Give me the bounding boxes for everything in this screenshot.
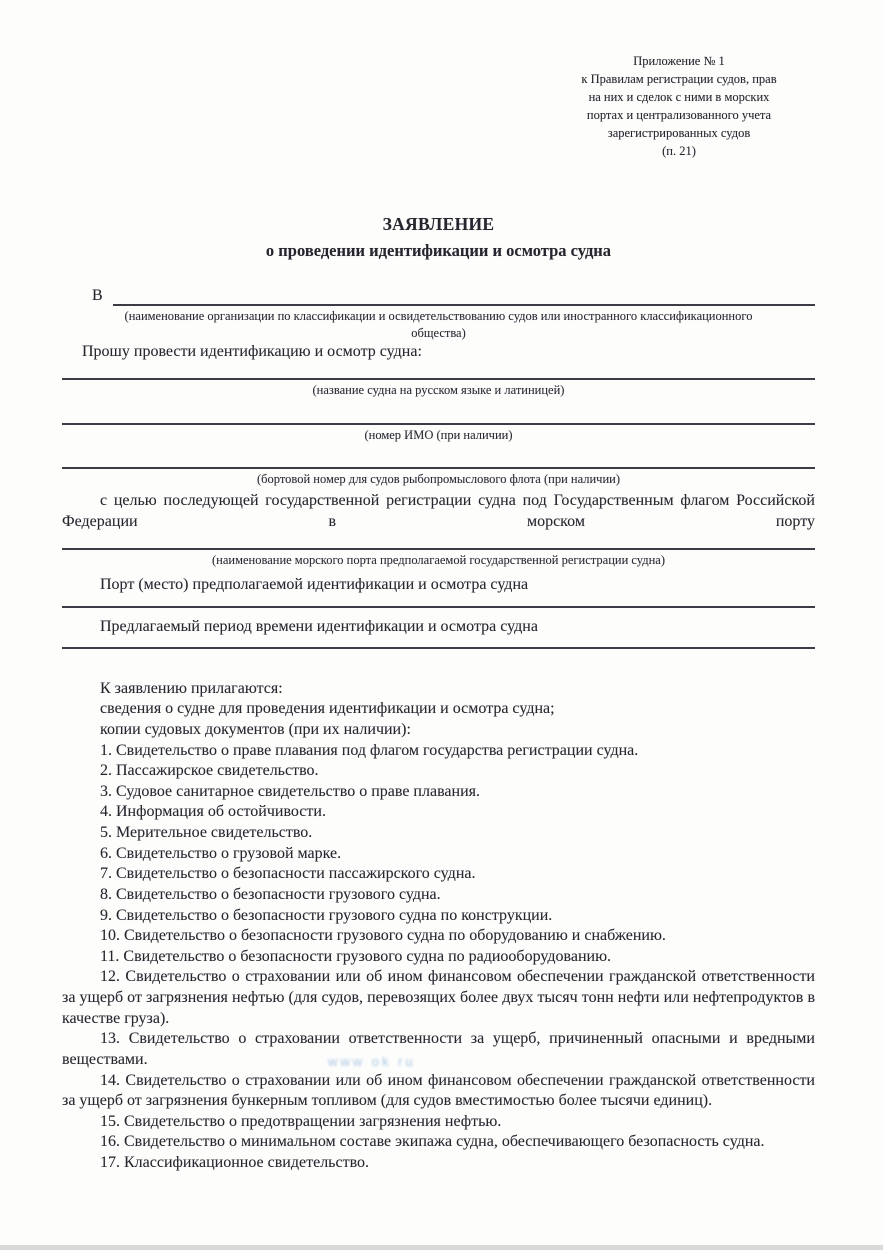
board-number-caption: (бортовой номер для судов рыбопромыслового флота (при наличии) [256, 472, 620, 487]
attachments-intro-line: копии судовых документов (при их наличии): [100, 720, 411, 738]
document-title: ЗАЯВЛЕНИЕ [382, 214, 495, 234]
organization-caption: (наименование организации по классификации и освидетельствованию судов или иностранного классификационного общества) [124, 309, 753, 340]
appendix-note-line: Приложение № 1 [633, 54, 725, 68]
appendix-note-line: к Правилам регистрации судов, прав [581, 72, 777, 86]
attachment-item: 11. Свидетельство о безопасности грузового судна по радиооборудованию. [100, 947, 612, 965]
attachment-item: 17. Классификационное свидетельство. [100, 1154, 370, 1172]
organization-field-line[interactable] [113, 286, 815, 306]
title-block [62, 214, 815, 261]
imo-number-caption: (номер ИМО (при наличии) [364, 427, 513, 442]
attachments-intro-line: сведения о судне для проведения идентификации и осмотра судна; [100, 700, 555, 718]
document-subtitle: о проведении идентификации и осмотра судна [265, 241, 612, 260]
attachment-item: 9. Свидетельство о безопасности грузового судна по конструкции. [100, 906, 553, 924]
attachment-item: 1. Свидетельство о праве плавания под флагом государства регистрации судна. [100, 741, 639, 759]
appendix-note [543, 52, 815, 160]
purpose-paragraph: с целью последующей государственной регистрации судна под Государственным флагом Российской Федерации в морском порту [62, 491, 815, 530]
vessel-name-field-line[interactable] [62, 362, 815, 380]
identification-port-field-line[interactable] [62, 596, 815, 608]
appendix-note-line: на них и сделок с ними в морских [588, 90, 770, 104]
period-field-line[interactable] [62, 637, 815, 649]
appendix-note-line: зарегистрированных судов [607, 126, 751, 140]
attachment-item: 12. Свидетельство о страховании или об ином финансовом обеспечении гражданской ответственности за ущерб от загрязнения нефтью (для судов, перевозящих более двух тысяч тонн нефти или нефтепродуктов в качестве груза). [62, 968, 815, 1027]
attachment-item: 10. Свидетельство о безопасности грузового судна по оборудованию и снабжению. [100, 927, 666, 945]
page-edge-shadow [0, 1245, 883, 1250]
attachment-item: 4. Информация об остойчивости. [100, 803, 326, 821]
attachment-item: 16. Свидетельство о минимальном составе экипажа судна, обеспечивающего безопасность судна. [100, 1133, 765, 1151]
addressee-row [62, 285, 815, 306]
attachment-item: 14. Свидетельство о страховании или об ином финансовом обеспечении гражданской ответственности за ущерб от загрязнения бункерным топливом (для судов вместимостью более тысячи единиц). [62, 1071, 815, 1110]
imo-number-field-line[interactable] [62, 399, 815, 425]
request-text: Прошу провести идентификацию и осмотр судна: [82, 343, 422, 361]
attachment-item: 2. Пассажирское свидетельство. [100, 762, 319, 780]
period-label: Предлагаемый период времени идентификации и осмотра судна [100, 617, 538, 635]
attachments-section [62, 679, 815, 1174]
attachments-intro-line: К заявлению прилагаются: [100, 679, 283, 697]
identification-port-label: Порт (место) предполагаемой идентификации и осмотра судна [100, 576, 529, 594]
registration-port-caption: (наименование морского порта предполагаемой государственной регистрации судна) [211, 552, 665, 567]
attachment-item: 13. Свидетельство о страховании ответственности за ущерб, причиненный опасными и вредными веществами. [62, 1030, 815, 1068]
attachment-item: 15. Свидетельство о предотвращении загрязнения нефтью. [100, 1112, 502, 1130]
attachment-item: 7. Свидетельство о безопасности пассажирского судна. [100, 865, 476, 883]
vessel-name-caption: (название судна на русском языке и латиницей) [312, 383, 565, 398]
board-number-field-line[interactable] [62, 443, 815, 469]
attachment-item: 8. Свидетельство о безопасности грузового судна. [100, 885, 441, 903]
appendix-note-line: (п. 21) [662, 144, 696, 158]
registration-port-field-line[interactable] [62, 532, 815, 550]
attachment-item: 6. Свидетельство о грузовой марке. [100, 844, 342, 862]
attachment-item: 5. Мерительное свидетельство. [100, 824, 313, 842]
appendix-note-line: портах и централизованного учета [586, 108, 772, 122]
attachment-item: 3. Судовое санитарное свидетельство о праве плавания. [100, 782, 480, 800]
site-watermark: www ok ru [328, 1054, 416, 1069]
addressee-prefix: В [92, 287, 103, 304]
